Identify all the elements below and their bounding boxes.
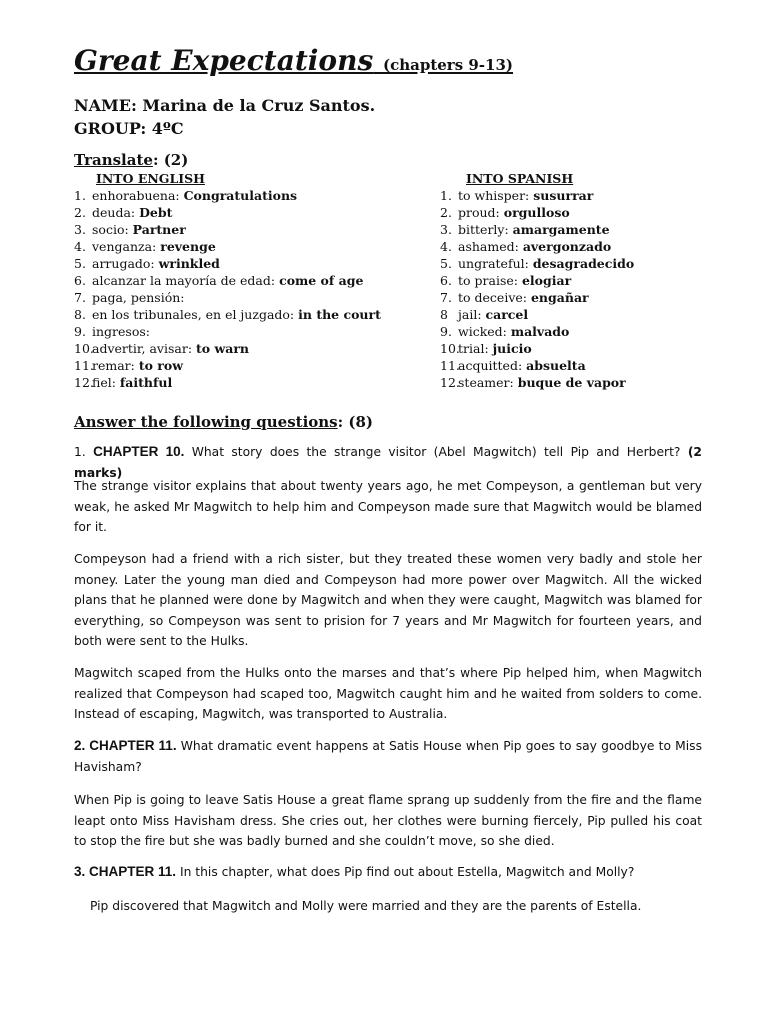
question-1-chapter: CHAPTER 10. [93,444,185,459]
into-spanish-column [440,170,634,391]
vocab-prompt: enhorabuena: [92,188,184,203]
vocab-number: 6. [74,273,86,288]
question-1-text: What story does the strange visitor (Abel Magwitch) tell Pip and Herbert? [184,445,688,459]
vocab-prompt: bitterly: [458,222,513,237]
vocab-prompt: to whisper: [458,188,534,203]
vocab-answer: malvado [510,324,570,339]
question-3-chapter: 3. CHAPTER 11. [74,864,177,879]
vocab-answer: engañar [530,290,589,305]
vocab-answer: amargamente [512,222,610,237]
vocab-item [440,323,634,340]
vocab-prompt: acquitted: [458,358,527,373]
vocab-number: 5. [440,256,452,271]
vocab-item [440,187,634,204]
vocab-prompt: deuda: [92,205,140,220]
vocab-prompt: to praise: [458,273,522,288]
vocab-item [74,374,381,391]
vocab-prompt: alcanzar la mayoría de edad: [92,273,280,288]
vocab-number: 5. [74,256,86,271]
vocab-answer: juicio [492,341,532,356]
vocab-answer: susurrar [533,188,594,203]
vocab-item [440,289,634,306]
vocab-prompt: en los tribunales, en el juzgado: [92,307,299,322]
answer-1-paragraph-2: Compeyson had a friend with a rich sister, but they treated these women very badly and stole her money. Later the young man died and Compeyson had more power over Magwitch. All the wicked plans that he planned were done by Magwitch and when they were caught, Magwitch was blamed for everything, so Compeyson was sent to prision for 7 years and Mr Magwitch for fourteen years, and both were sent to the Hulks. [74,552,702,648]
question-1-marks: (2 marks) [74,445,702,480]
vocab-item [74,289,381,306]
question-3-text: In this chapter, what does Pip find out about Estella, Magwitch and Molly? [176,865,635,879]
vocab-prompt: paga, pensión: [92,290,185,305]
vocab-prompt: trial: [458,341,493,356]
question-2-chapter: 2. CHAPTER 11. [74,738,177,753]
vocab-prompt: ashamed: [458,239,523,254]
question-3 [74,862,702,883]
document-title [74,44,513,82]
vocab-answer: to warn [196,341,249,356]
translate-heading-label: Translate [74,151,153,169]
vocab-answer: elogiar [521,273,572,288]
vocab-answer: wrinkled [158,256,220,271]
vocab-item [74,340,381,357]
vocab-item [440,204,634,221]
translate-points: : (2) [152,151,189,169]
vocab-prompt: fiel: [92,375,120,390]
vocab-item [440,340,634,357]
vocab-answer: Partner [132,222,186,237]
vocab-number: 3. [440,222,452,237]
into-english-list [74,187,381,391]
vocab-answer: revenge [160,239,216,254]
vocab-number: 2. [74,205,86,220]
vocab-item [74,204,381,221]
vocab-number: 11. [440,358,460,373]
vocab-prompt: jail: [458,307,486,322]
vocab-number: 10. [440,341,460,356]
answer-2-paragraph: When Pip is going to leave Satis House a great flame sprang up suddenly from the fire and the flame leapt onto Miss Havisham dress. She cries out, her clothes were burning fiercely, Pip pulled his coat to stop the fire but she was badly burned and she couldn’t move, so she died. [74,793,702,848]
vocab-item [74,238,381,255]
translate-heading [74,150,188,170]
answer-1-paragraph-1: The strange visitor explains that about twenty years ago, he met Compeyson, a gentleman but very weak, he asked Mr Magwitch to help him and Compeyson made sure that Magwitch would be blamed for it. [74,479,702,534]
questions-heading [74,412,373,432]
vocab-item [440,221,634,238]
vocab-item [74,306,381,323]
vocab-item [74,272,381,289]
vocab-answer: carcel [485,307,529,322]
question-1-number: 1. [74,445,86,459]
vocab-number: 6. [440,273,452,288]
vocab-answer: buque de vapor [517,375,626,390]
vocab-prompt: to deceive: [458,290,531,305]
vocab-number: 3. [74,222,86,237]
title-chapters: (chapters 9-13) [382,56,514,74]
vocab-answer: avergonzado [522,239,612,254]
vocab-number: 7. [74,290,86,305]
vocab-item [74,255,381,272]
answer-3-paragraph: Pip discovered that Magwitch and Molly were married and they are the parents of Estella. [90,899,642,913]
vocab-prompt: socio: [92,222,133,237]
title-text: Great Expectations [74,44,374,77]
vocab-number: 4. [74,239,86,254]
vocab-prompt: ingresos: [92,324,150,339]
student-name: NAME: Marina de la Cruz Santos. [74,96,376,115]
vocab-number: 4. [440,239,452,254]
vocab-item [74,221,381,238]
vocab-answer: absuelta [526,358,586,373]
vocab-number: 10. [74,341,94,356]
vocab-answer: orgulloso [503,205,570,220]
vocab-number: 12. [74,375,94,390]
question-2 [74,736,702,777]
into-english-column [74,170,381,391]
vocab-answer: in the court [298,307,381,322]
vocab-answer: to row [138,358,183,373]
into-spanish-list [440,187,634,391]
vocab-item [440,306,634,323]
vocab-item [440,238,634,255]
vocab-item [74,187,381,204]
vocab-number: 8 [440,307,448,322]
vocab-item [440,255,634,272]
vocab-answer: come of age [279,273,364,288]
vocab-item [440,374,634,391]
vocab-prompt: proud: [458,205,504,220]
vocab-answer: faithful [119,375,173,390]
vocab-item [440,272,634,289]
vocab-answer: Congratulations [183,188,298,203]
vocab-number: 2. [440,205,452,220]
vocab-prompt: advertir, avisar: [92,341,196,356]
vocab-number: 9. [440,324,452,339]
vocab-prompt: remar: [92,358,139,373]
student-group: GROUP: 4ºC [74,119,184,138]
vocab-number: 1. [440,188,452,203]
vocab-number: 1. [74,188,86,203]
vocab-number: 12. [440,375,460,390]
questions-heading-label: Answer the following questions [74,413,338,431]
vocab-answer: Debt [139,205,173,220]
vocab-prompt: wicked: [458,324,511,339]
into-spanish-title: INTO SPANISH [466,171,574,186]
questions-points: : (8) [337,413,374,431]
vocab-prompt: venganza: [92,239,161,254]
vocab-answer: desagradecido [532,256,635,271]
vocab-prompt: steamer: [458,375,518,390]
vocab-number: 8. [74,307,86,322]
answer-1-paragraph-3: Magwitch scaped from the Hulks onto the marses and that’s where Pip helped him, when Magwitch realized that Compeyson had scaped too, Magwitch caught him and he waited from solders to come. Instead of escaping, Magwitch, was transported to Australia. [74,666,702,721]
vocab-item [440,357,634,374]
vocab-number: 9. [74,324,86,339]
vocab-prompt: arrugado: [92,256,159,271]
vocab-prompt: ungrateful: [458,256,533,271]
vocab-number: 7. [440,290,452,305]
vocab-item [74,357,381,374]
vocab-item [74,323,381,340]
question-2-text: What dramatic event happens at Satis House when Pip goes to say goodbye to Miss Havisham? [74,739,702,774]
into-english-title: INTO ENGLISH [96,171,205,186]
vocab-number: 11. [74,358,94,373]
student-info [74,94,375,140]
